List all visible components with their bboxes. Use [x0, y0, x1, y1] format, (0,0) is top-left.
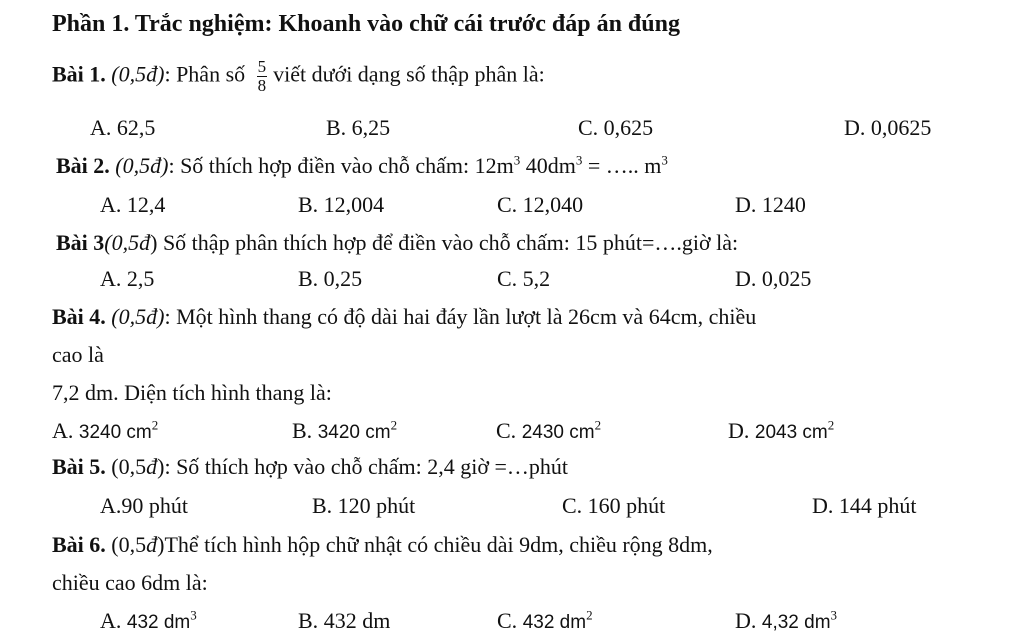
question-6-text-1: )Thể tích hình hộp chữ nhật có chiều dài 9dm, chiều rộng 8dm,	[157, 532, 713, 557]
q4-option-c-sup: 2	[594, 417, 602, 433]
question-5-text: : Số thích hợp vào chỗ chấm: 2,4 giờ =…phút	[164, 454, 568, 479]
fraction-numerator: 5	[257, 57, 267, 76]
question-1-text-after: viết dưới dạng số thập phân là:	[273, 61, 545, 87]
q4-option-b-sup: 2	[390, 417, 398, 433]
question-5	[52, 456, 568, 478]
question-5-points-d: đ	[146, 454, 158, 479]
question-4-line-2: cao là	[52, 342, 104, 367]
q5-option-a[interactable]: A.90 phút	[100, 493, 188, 518]
section-title: Phần 1. Trắc nghiệm: Khoanh vào chữ cái trước đáp án đúng	[52, 11, 680, 37]
q1-option-c[interactable]: C. 0,625	[578, 115, 654, 140]
question-6-points-open: (0,5	[111, 532, 147, 557]
q3-option-d[interactable]: D. 0,025	[735, 266, 812, 291]
question-3-points: (0,5đ	[104, 230, 151, 255]
q3-option-b[interactable]: B. 0,25	[298, 266, 363, 291]
q2-option-c[interactable]: C. 12,040	[497, 192, 584, 217]
q4-option-a-sup: 2	[151, 417, 159, 433]
question-4-line-3: 7,2 dm. Diện tích hình thang là:	[52, 380, 332, 405]
q6-option-a[interactable]	[100, 607, 197, 633]
q2-option-d[interactable]: D. 1240	[735, 192, 806, 217]
q1-option-a[interactable]: A. 62,5	[90, 115, 156, 140]
question-6-line-2: chiều cao 6dm là:	[52, 570, 208, 595]
question-1-label: Bài 1.	[52, 61, 106, 87]
q4-option-b-value: 3420 cm	[317, 422, 391, 443]
question-4-text-1: : Một hình thang có độ dài hai đáy lần lượt là 26cm và 64cm, chiều	[164, 304, 757, 329]
question-2-label: Bài 2.	[56, 153, 110, 178]
question-1-text-before: : Phân số	[164, 61, 246, 87]
q5-option-c[interactable]: C. 160 phút	[562, 493, 666, 518]
q2-option-a[interactable]: A. 12,4	[100, 192, 166, 217]
question-5-points-open: (0,5	[111, 454, 147, 479]
fraction-denominator: 8	[257, 75, 267, 95]
question-6-label: Bài 6.	[52, 532, 106, 557]
q5-option-b[interactable]: B. 120 phút	[312, 493, 416, 518]
q4-option-d[interactable]	[728, 417, 835, 443]
question-4-points: (0,5đ)	[111, 304, 165, 329]
q4-option-a[interactable]	[52, 417, 159, 443]
fraction-five-eighths	[257, 58, 268, 95]
q6-option-b-prefix: B.	[298, 608, 324, 633]
q6-option-c-value: 432 dm	[522, 612, 587, 633]
question-5-points-close: )	[157, 454, 165, 479]
question-3-label: Bài 3	[56, 230, 105, 255]
q1-option-d[interactable]: D. 0,0625	[844, 115, 932, 140]
question-2-sup-1: 3	[513, 152, 521, 168]
q4-option-c-prefix: C.	[496, 418, 522, 443]
question-2-sup-2: 3	[575, 152, 583, 168]
question-2-text: : Số thích hợp điền vào chỗ chấm: 12m	[168, 153, 514, 178]
q3-option-c[interactable]: C. 5,2	[497, 266, 551, 291]
q6-option-d-sup: 3	[830, 607, 838, 623]
q4-option-d-prefix: D.	[728, 418, 755, 443]
q4-option-c[interactable]	[496, 417, 602, 443]
q1-option-b[interactable]: B. 6,25	[326, 115, 391, 140]
question-2-sup-3: 3	[661, 152, 668, 168]
q6-option-d[interactable]	[735, 607, 838, 633]
question-6-points-d: đ	[146, 532, 158, 557]
q6-option-c[interactable]	[497, 607, 593, 633]
q6-option-b-value: 432 dm	[323, 608, 391, 633]
question-5-label: Bài 5.	[52, 454, 106, 479]
question-2-points: (0,5đ)	[115, 153, 169, 178]
question-3-text: ) Số thập phân thích hợp để điền vào chỗ chấm: 15 phút=….giờ là:	[150, 230, 739, 255]
question-4	[52, 306, 756, 328]
q6-option-a-value: 432 dm	[126, 612, 191, 633]
question-3	[56, 232, 738, 254]
question-1	[52, 58, 545, 95]
question-2	[56, 152, 668, 178]
q4-option-d-value: 2043 cm	[754, 422, 828, 443]
question-2-mid: 40dm	[520, 153, 576, 178]
q6-option-a-prefix: A.	[100, 608, 127, 633]
question-2-tail: = ….. m	[582, 153, 662, 178]
q6-option-b[interactable]	[298, 610, 390, 632]
q4-option-b-prefix: B.	[292, 418, 318, 443]
q2-option-b[interactable]: B. 12,004	[298, 192, 385, 217]
q6-option-d-value: 4,32 dm	[761, 612, 831, 633]
question-1-points: (0,5đ)	[111, 61, 165, 87]
q6-option-a-sup: 3	[190, 607, 197, 623]
q5-option-d[interactable]: D. 144 phút	[812, 493, 917, 518]
question-6	[52, 534, 713, 556]
q6-option-c-prefix: C.	[497, 608, 523, 633]
q6-option-d-prefix: D.	[735, 608, 762, 633]
q6-option-c-sup: 2	[586, 607, 593, 623]
q4-option-a-prefix: A.	[52, 418, 79, 443]
q4-option-c-value: 2430 cm	[521, 422, 595, 443]
q4-option-d-sup: 2	[827, 417, 835, 433]
q4-option-b[interactable]	[292, 417, 398, 443]
q3-option-a[interactable]: A. 2,5	[100, 266, 155, 291]
question-4-label: Bài 4.	[52, 304, 106, 329]
q4-option-a-value: 3240 cm	[78, 422, 152, 443]
